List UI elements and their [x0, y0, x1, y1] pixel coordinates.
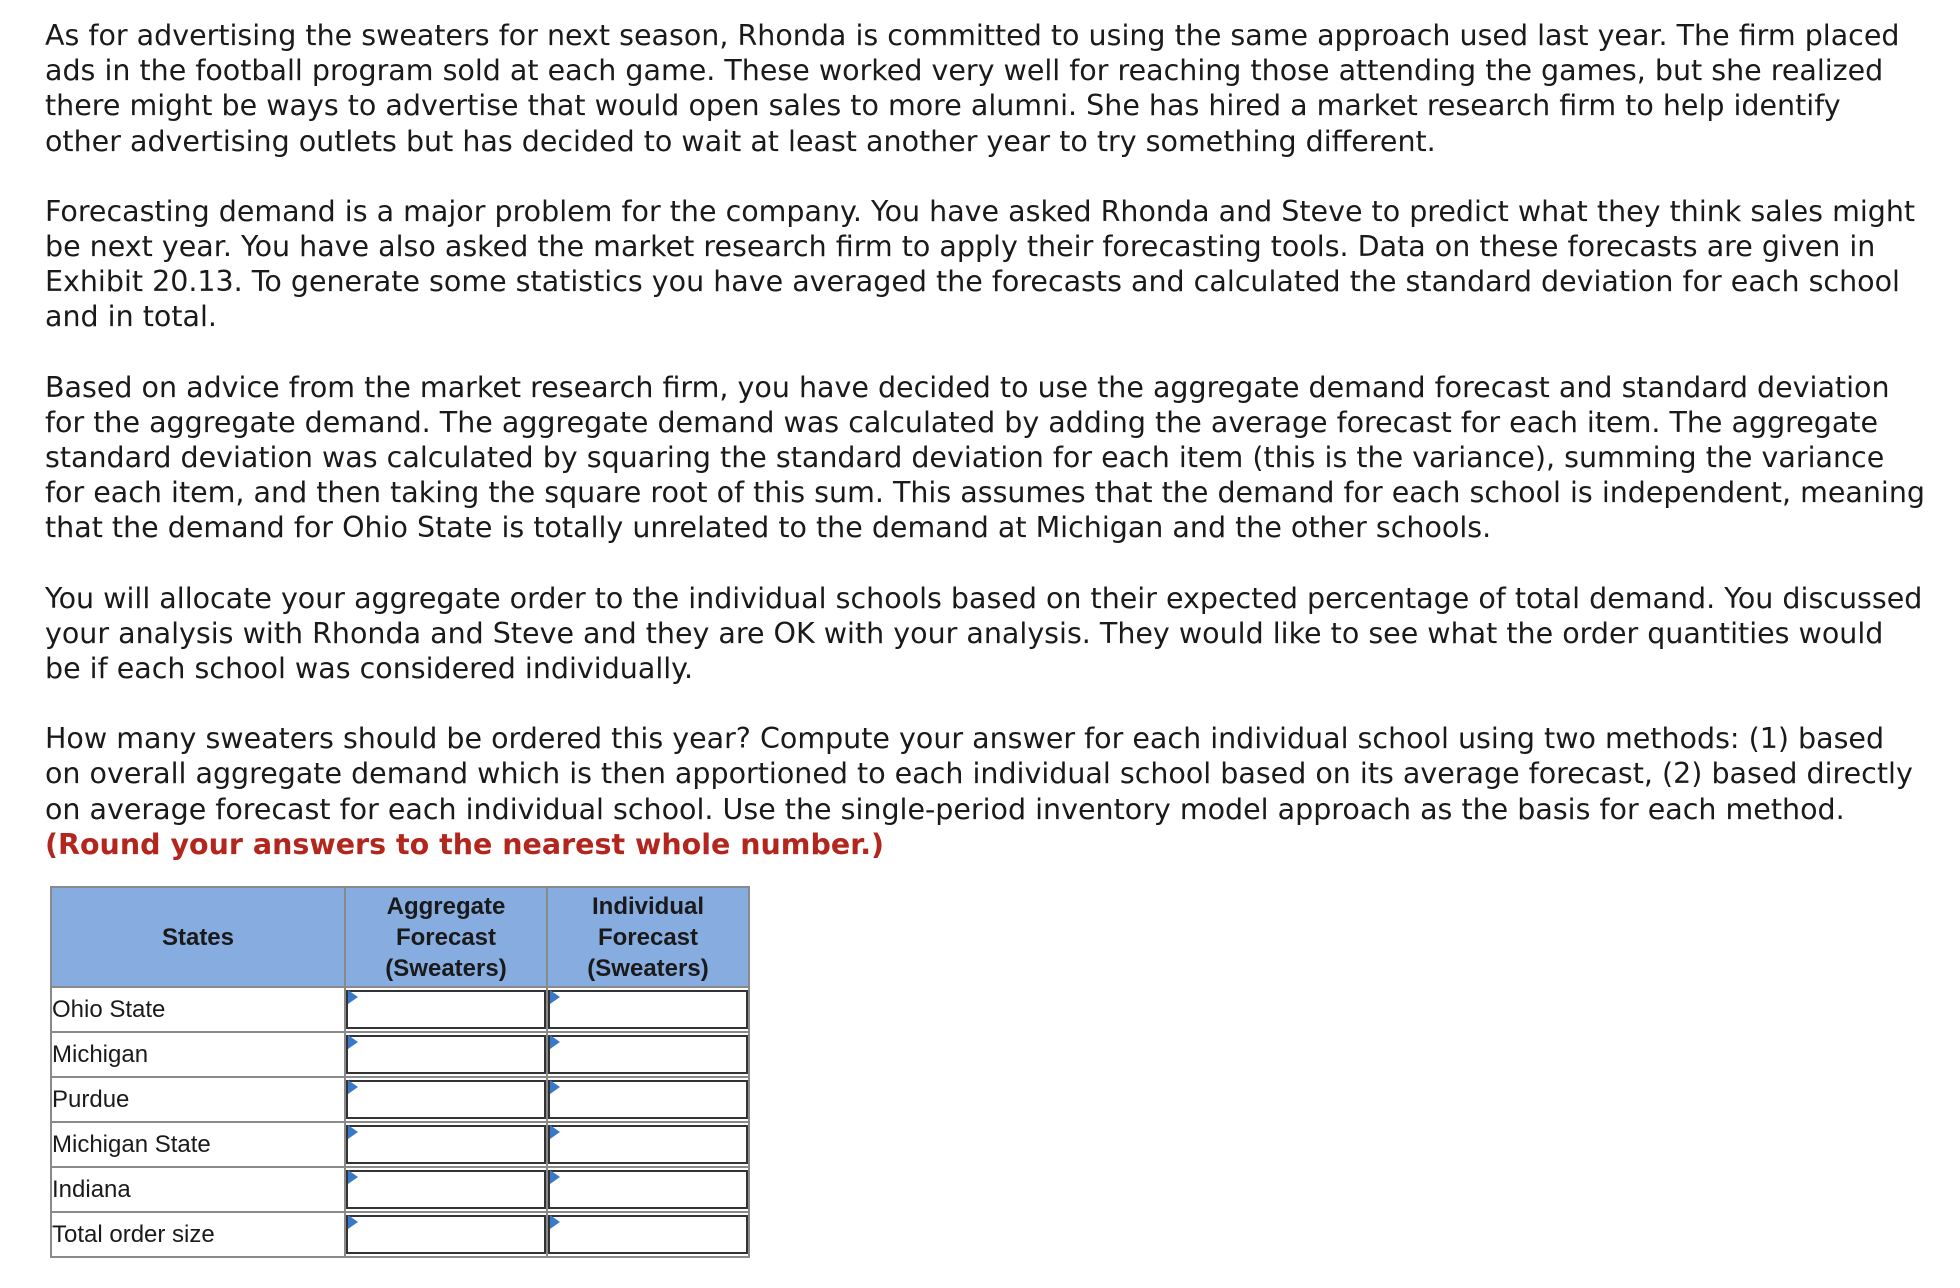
- table-row: [51, 1122, 749, 1167]
- answer-marker-icon: [550, 990, 560, 1004]
- table-header-row: [51, 887, 749, 987]
- aggregate-input-michigan[interactable]: [346, 1035, 546, 1074]
- aggregate-input-total[interactable]: [346, 1215, 546, 1254]
- individual-input-michigan[interactable]: [548, 1035, 748, 1074]
- column-header-aggregate: [345, 887, 547, 987]
- table-row: [51, 1077, 749, 1122]
- aggregate-input-ohio-state[interactable]: [346, 990, 546, 1029]
- row-label-total-order-size: Total order size: [51, 1212, 345, 1257]
- answer-marker-icon: [348, 1035, 358, 1049]
- row-label-purdue: Purdue: [51, 1077, 345, 1122]
- individual-input-purdue[interactable]: [548, 1080, 748, 1119]
- individual-input-total[interactable]: [548, 1215, 748, 1254]
- answer-marker-icon: [550, 1035, 560, 1049]
- column-header-individual: [547, 887, 749, 987]
- table-row: [51, 987, 749, 1032]
- paragraph-allocation: You will allocate your aggregate order to the individual schools based on their expected percentage of total demand. You discussed your analysis with Rhonda and Steve and they are OK with your analysis. They would like to see what the order quantities would be if each school was considered individually.: [45, 581, 1923, 686]
- aggregate-input-purdue[interactable]: [346, 1080, 546, 1119]
- answer-marker-icon: [550, 1170, 560, 1184]
- individual-input-michigan-state[interactable]: [548, 1125, 748, 1164]
- individual-input-ohio-state[interactable]: [548, 990, 748, 1029]
- table-row: [51, 1167, 749, 1212]
- answer-marker-icon: [550, 1080, 560, 1094]
- answer-marker-icon: [348, 1125, 358, 1139]
- rounding-instruction: (Round your answers to the nearest whole number.): [45, 827, 885, 861]
- paragraph-advertising: As for advertising the sweaters for next season, Rhonda is committed to using the same approach used last year. The firm placed ads in the football program sold at each game. These worked very well for reaching those attending the games, but she realized there might be ways to advertise that would open sales to more alumni. She has hired a market research firm to help identify other advertising outlets but has decided to wait at least another year to try something different.: [45, 19, 1900, 158]
- row-label-indiana: Indiana: [51, 1167, 345, 1212]
- question-text: How many sweaters should be ordered this year? Compute your answer for each individual school using two methods: (1) based on overall aggregate demand which is then apportioned to each individual school based on its average forecast, (2) based directly on average forecast for each individual school. Use the single-period inventory model approach as the basis for each method.: [45, 722, 1913, 826]
- answer-marker-icon: [348, 1170, 358, 1184]
- individual-header-line2: Forecast: [597, 923, 699, 951]
- row-label-ohio-state: Ohio State: [51, 987, 345, 1032]
- aggregate-input-indiana[interactable]: [346, 1170, 546, 1209]
- answer-marker-icon: [550, 1125, 560, 1139]
- paragraph-aggregate: Based on advice from the market research firm, you have decided to use the aggregate demand forecast and standard deviation for the aggregate demand. The aggregate demand was calculated by adding the average forecast for each item. The aggregate standard deviation was calculated by squaring the standard deviation for each item (this is the variance), summing the variance for each item, and then taking the square root of this sum. This assumes that the demand for each school is independent, meaning that the demand for Ohio State is totally unrelated to the demand at Michigan and the other schools.: [45, 370, 1925, 545]
- aggregate-header-line3: (Sweaters): [385, 954, 507, 982]
- row-label-michigan: Michigan: [51, 1032, 345, 1077]
- question-paragraph: [45, 721, 1925, 862]
- table-row: [51, 1032, 749, 1077]
- answer-table: [50, 886, 750, 1258]
- individual-input-indiana[interactable]: [548, 1170, 748, 1209]
- aggregate-header-line2: Forecast: [395, 923, 497, 951]
- problem-text: [45, 18, 1925, 897]
- column-header-states: States: [51, 887, 345, 987]
- aggregate-input-michigan-state[interactable]: [346, 1125, 546, 1164]
- answer-marker-icon: [348, 990, 358, 1004]
- individual-header-line3: (Sweaters): [587, 954, 709, 982]
- table-row: [51, 1212, 749, 1257]
- aggregate-header-line1: Aggregate: [386, 892, 506, 920]
- answer-marker-icon: [348, 1215, 358, 1229]
- individual-header-line1: Individual: [591, 892, 704, 920]
- row-label-michigan-state: Michigan State: [51, 1122, 345, 1167]
- answer-marker-icon: [550, 1215, 560, 1229]
- paragraph-forecasting: Forecasting demand is a major problem for the company. You have asked Rhonda and Steve to predict what they think sales might be next year. You have also asked the market research firm to apply their forecasting tools. Data on these forecasts are given in Exhibit 20.13. To generate some statistics you have averaged the forecasts and calculated the standard deviation for each school and in total.: [45, 194, 1916, 334]
- answer-marker-icon: [348, 1080, 358, 1094]
